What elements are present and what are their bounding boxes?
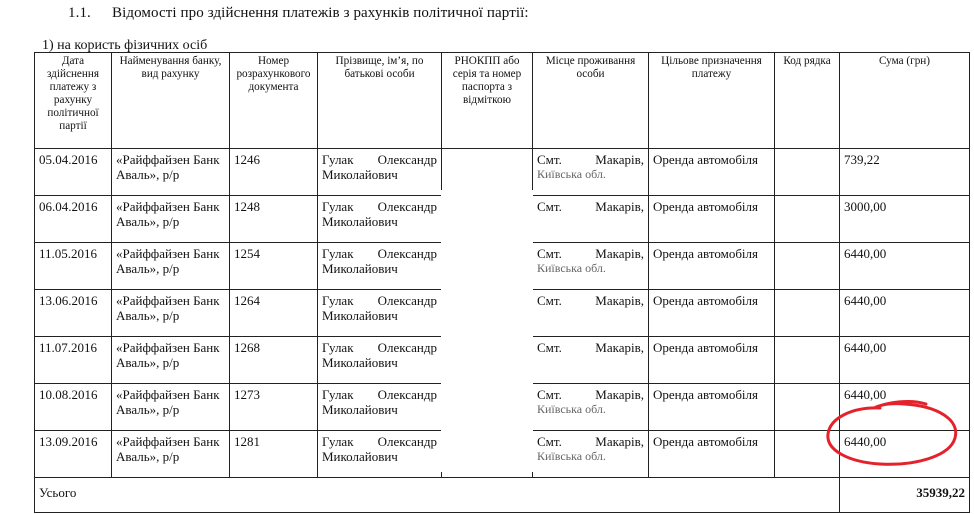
section-number: 1.1. <box>68 5 91 21</box>
cell-purpose: Оренда автомобіля <box>649 243 775 290</box>
cell-sum: 6440,00 <box>840 384 970 431</box>
cell-residence <box>533 243 649 290</box>
cell-sum: 6440,00 <box>840 431 970 478</box>
cell-sum: 739,22 <box>840 149 970 196</box>
column-header-sum: Сума (грн) <box>840 53 970 149</box>
residence-region: Київська обл. <box>537 402 606 416</box>
cell-residence <box>533 337 649 384</box>
column-header-bank: Найменування банку, вид рахунку <box>112 53 230 149</box>
cell-purpose: Оренда автомобіля <box>649 290 775 337</box>
cell-row-code <box>775 243 840 290</box>
table-row <box>35 149 970 196</box>
cell-row-code <box>775 196 840 243</box>
cell-name: Гулак Олександр Миколайович <box>318 431 442 478</box>
cell-date: 11.07.2016 <box>35 337 112 384</box>
cell-residence <box>533 431 649 478</box>
cell-name: Гулак Олександр Миколайович <box>318 337 442 384</box>
redaction-mask <box>441 190 533 472</box>
section-heading <box>68 5 529 22</box>
residence-text: Смт. Макарів, <box>537 246 644 261</box>
cell-document: 1246 <box>230 149 318 196</box>
cell-sum: 6440,00 <box>840 243 970 290</box>
column-header-purpose: Цільове призначення платежу <box>649 53 775 149</box>
cell-bank: «Райффайзен Банк Аваль», р/р <box>112 431 230 478</box>
cell-document: 1248 <box>230 196 318 243</box>
cell-purpose: Оренда автомобіля <box>649 149 775 196</box>
residence-region: Київська обл. <box>537 449 606 463</box>
cell-residence <box>533 384 649 431</box>
cell-date: 06.04.2016 <box>35 196 112 243</box>
cell-tax-id-redacted <box>442 149 533 196</box>
cell-name: Гулак Олександр Миколайович <box>318 290 442 337</box>
cell-document: 1264 <box>230 290 318 337</box>
residence-text: Смт. Макарів, <box>537 387 644 402</box>
column-header-document: Номер розрахункового документа <box>230 53 318 149</box>
total-value: 35939,22 <box>840 478 970 513</box>
cell-row-code <box>775 290 840 337</box>
cell-bank: «Райффайзен Банк Аваль», р/р <box>112 337 230 384</box>
cell-purpose: Оренда автомобіля <box>649 337 775 384</box>
cell-name: Гулак Олександр Миколайович <box>318 243 442 290</box>
cell-document: 1254 <box>230 243 318 290</box>
cell-sum: 6440,00 <box>840 337 970 384</box>
cell-sum: 6440,00 <box>840 290 970 337</box>
cell-residence <box>533 196 649 243</box>
column-header-tax-id: РНОКПП або серія та номер паспорта з відміткою <box>442 53 533 149</box>
column-header-name: Прізвище, ім’я, по батькові особи <box>318 53 442 149</box>
cell-document: 1273 <box>230 384 318 431</box>
residence-text: Смт. Макарів, <box>537 293 644 308</box>
total-row <box>35 478 970 513</box>
cell-date: 05.04.2016 <box>35 149 112 196</box>
cell-purpose: Оренда автомобіля <box>649 196 775 243</box>
cell-name: Гулак Олександр Миколайович <box>318 149 442 196</box>
cell-row-code <box>775 337 840 384</box>
cell-bank: «Райффайзен Банк Аваль», р/р <box>112 196 230 243</box>
cell-bank: «Райффайзен Банк Аваль», р/р <box>112 290 230 337</box>
residence-text: Смт. Макарів, <box>537 199 644 214</box>
cell-document: 1268 <box>230 337 318 384</box>
column-header-date: Дата здійснення платежу з рахунку політичної партії <box>35 53 112 149</box>
cell-date: 10.08.2016 <box>35 384 112 431</box>
residence-text: Смт. Макарів, <box>537 152 644 167</box>
cell-name: Гулак Олександр Миколайович <box>318 384 442 431</box>
cell-purpose: Оренда автомобіля <box>649 384 775 431</box>
cell-bank: «Райффайзен Банк Аваль», р/р <box>112 149 230 196</box>
cell-purpose: Оренда автомобіля <box>649 431 775 478</box>
subsection-title: 1) на користь фізичних осіб <box>42 38 208 53</box>
residence-region: Київська обл. <box>537 261 606 275</box>
residence-text: Смт. Макарів, <box>537 434 644 449</box>
cell-row-code <box>775 431 840 478</box>
residence-text: Смт. Макарів, <box>537 340 644 355</box>
cell-row-code <box>775 149 840 196</box>
total-label: Усього <box>35 478 840 513</box>
cell-row-code <box>775 384 840 431</box>
cell-date: 13.09.2016 <box>35 431 112 478</box>
column-header-residence: Місце проживання особи <box>533 53 649 149</box>
cell-sum: 3000,00 <box>840 196 970 243</box>
cell-bank: «Райффайзен Банк Аваль», р/р <box>112 243 230 290</box>
section-title: Відомості про здійснення платежів з рахунків політичної партії: <box>112 5 529 21</box>
cell-bank: «Райффайзен Банк Аваль», р/р <box>112 384 230 431</box>
cell-name: Гулак Олександр Миколайович <box>318 196 442 243</box>
cell-date: 11.05.2016 <box>35 243 112 290</box>
cell-date: 13.06.2016 <box>35 290 112 337</box>
column-header-row-code: Код рядка <box>775 53 840 149</box>
cell-residence <box>533 149 649 196</box>
residence-region: Київська обл. <box>537 167 606 181</box>
cell-residence <box>533 290 649 337</box>
cell-document: 1281 <box>230 431 318 478</box>
table-header-row <box>35 53 970 149</box>
